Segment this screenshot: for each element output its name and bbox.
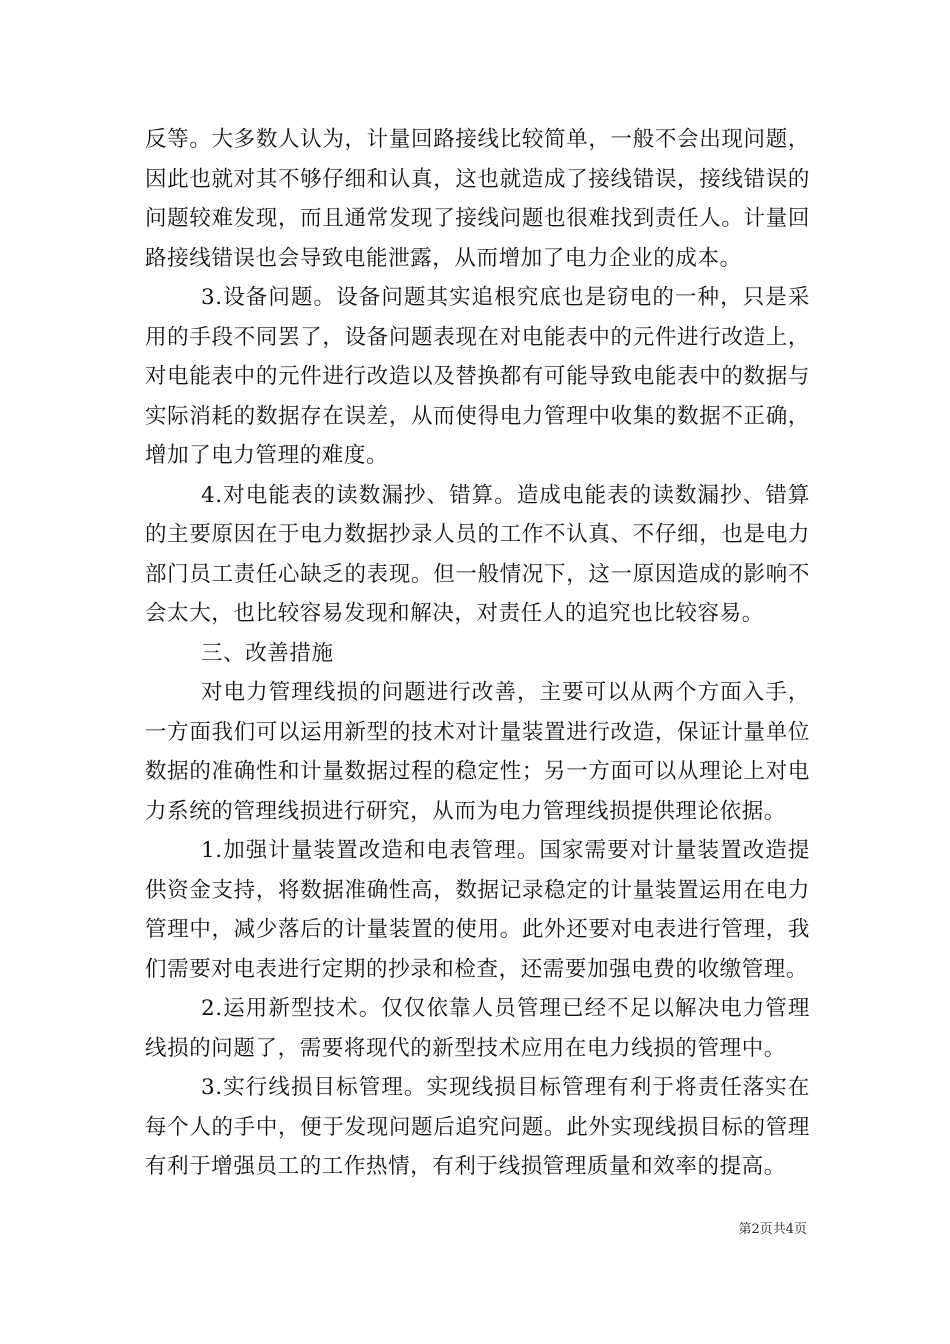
page-number: 第2页共4页 bbox=[738, 1222, 807, 1237]
paragraph-meter-reading-errors: 4.对电能表的读数漏抄、错算。造成电能表的读数漏抄、错算的主要原因在于电力数据抄录人员的工作不认真、不仔细，也是电力部门员工责任心缺乏的表现。但一般情况下，这一原因造成的影响不会太大，也比较容易发现和解决，对责任人的追究也比较容易。 bbox=[145, 482, 810, 626]
document-body bbox=[145, 120, 810, 1187]
paragraph-continuation: 反等。大多数人认为，计量回路接线比较简单，一般不会出现问题，因此也就对其不够仔细和认真，这也就造成了接线错误，接线错误的问题较难发现，而且通常发现了接线问题也很难找到责任人。计量回路接线错误也会导致电能泄露，从而增加了电力企业的成本。 bbox=[145, 127, 810, 271]
paragraph-improvement-intro: 对电力管理线损的问题进行改善，主要可以从两个方面入手，一方面我们可以运用新型的技术对计量装置进行改造，保证计量单位数据的准确性和计量数据过程的稳定性；另一方面可以从理论上对电力系统的管理线损进行研究，从而为电力管理线损提供理论依据。 bbox=[145, 680, 810, 824]
section-heading-improvement: 三、改善措施 bbox=[201, 640, 334, 666]
paragraph-new-technology: 2.运用新型技术。仅仅依靠人员管理已经不足以解决电力管理线损的问题了，需要将现代的新型技术应用在电力线损的管理中。 bbox=[145, 996, 810, 1061]
paragraph-meter-renovation: 1.加强计量装置改造和电表管理。国家需要对计量装置改造提供资金支持，将数据准确性高，数据记录稳定的计量装置运用在电力管理中，减少落后的计量装置的使用。此外还要对电表进行管理，我们需要对电表进行定期的抄录和检查，还需要加强电费的收缴管理。 bbox=[145, 838, 810, 982]
paragraph-target-management: 3.实行线损目标管理。实现线损目标管理有利于将责任落实在每个人的手中，便于发现问题后追究问题。此外实现线损目标的管理有利于增强员工的工作热情，有利于线损管理质量和效率的提高。 bbox=[145, 1075, 810, 1179]
paragraph-equipment-issue: 3.设备问题。设备问题其实追根究底也是窃电的一种，只是采用的手段不同罢了，设备问题表现在对电能表中的元件进行改造上，对电能表中的元件进行改造以及替换都有可能导致电能表中的数据与实际消耗的数据存在误差，从而使得电力管理中收集的数据不正确，增加了电力管理的难度。 bbox=[145, 285, 810, 468]
